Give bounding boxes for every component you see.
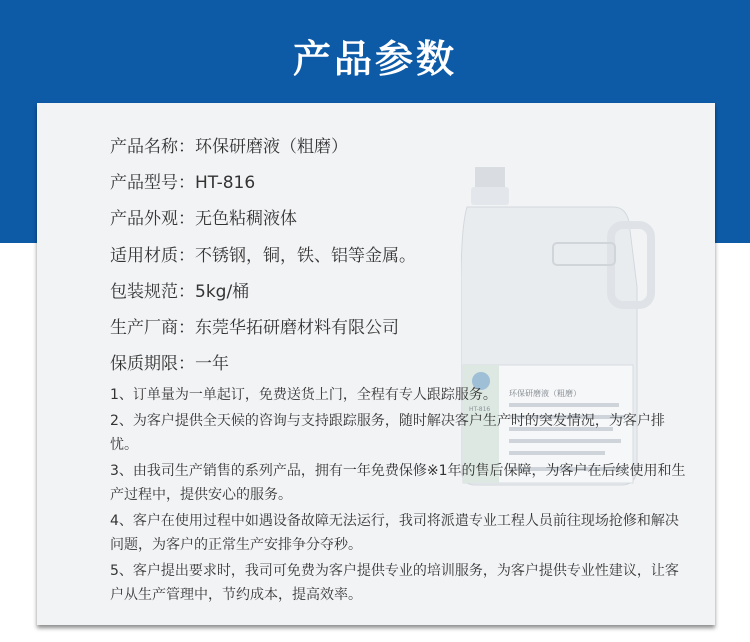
service-note: 5、客户提出要求时，我司可免费为客户提供专业的培训服务，为客户提供专业性建议，让客户从生产管理中，节约成本，提高效率。 [110,563,679,603]
service-note: 4、客户在使用过程中如遇设备故障无法运行，我司将派遣专业工程人员前往现场抢修和解决问题，为客户的正常生产安排争分夺秒。 [110,513,679,553]
service-note: 2、为客户提供全天候的咨询与支持跟踪服务，随时解决客户生产时的突发情况，为客户排忧。 [110,413,665,453]
spec-row-name [110,129,416,165]
spec-row-maker [110,310,416,346]
spec-label: 包装规范： [110,281,195,302]
product-label-name: 环保研磨液（粗磨） [509,389,581,398]
params-card [37,103,715,625]
spec-row-appearance [110,201,416,237]
spec-value: 环保研磨液（粗磨） [195,137,348,157]
page-title: 产品参数 [292,37,457,81]
spec-value: 无色粘稠液体 [195,209,297,230]
product-label-model: HT-816 [469,406,491,413]
spec-value: 5kg/桶 [195,281,250,302]
spec-value: 不锈钢，铜，铁、铝等金属。 [195,245,416,266]
spec-row-shelf-life [110,346,416,382]
spec-label: 生产厂商： [110,317,195,338]
spec-label: 产品名称： [110,137,195,157]
service-notes [110,383,690,609]
spec-row-package [110,274,416,310]
spec-value: HT-816 [195,173,256,194]
spec-row-model [110,165,416,201]
spec-list [110,129,416,382]
spec-value: 一年 [195,354,229,375]
spec-label: 产品外观： [110,209,195,230]
spec-label: 保质期限： [110,354,195,375]
service-note: 3、由我司生产销售的系列产品，拥有一年免费保修※1年的售后保障，为客户在后续使用和生产过程中，提供安心的服务。 [110,463,686,503]
spec-row-material [110,238,416,274]
spec-label: 产品型号： [110,173,195,194]
spec-label: 适用材质： [110,245,195,266]
service-note: 1、订单量为一单起订，免费送货上门，全程有专人跟踪服务。 [110,387,497,403]
spec-value: 东莞华拓研磨材料有限公司 [195,317,399,338]
